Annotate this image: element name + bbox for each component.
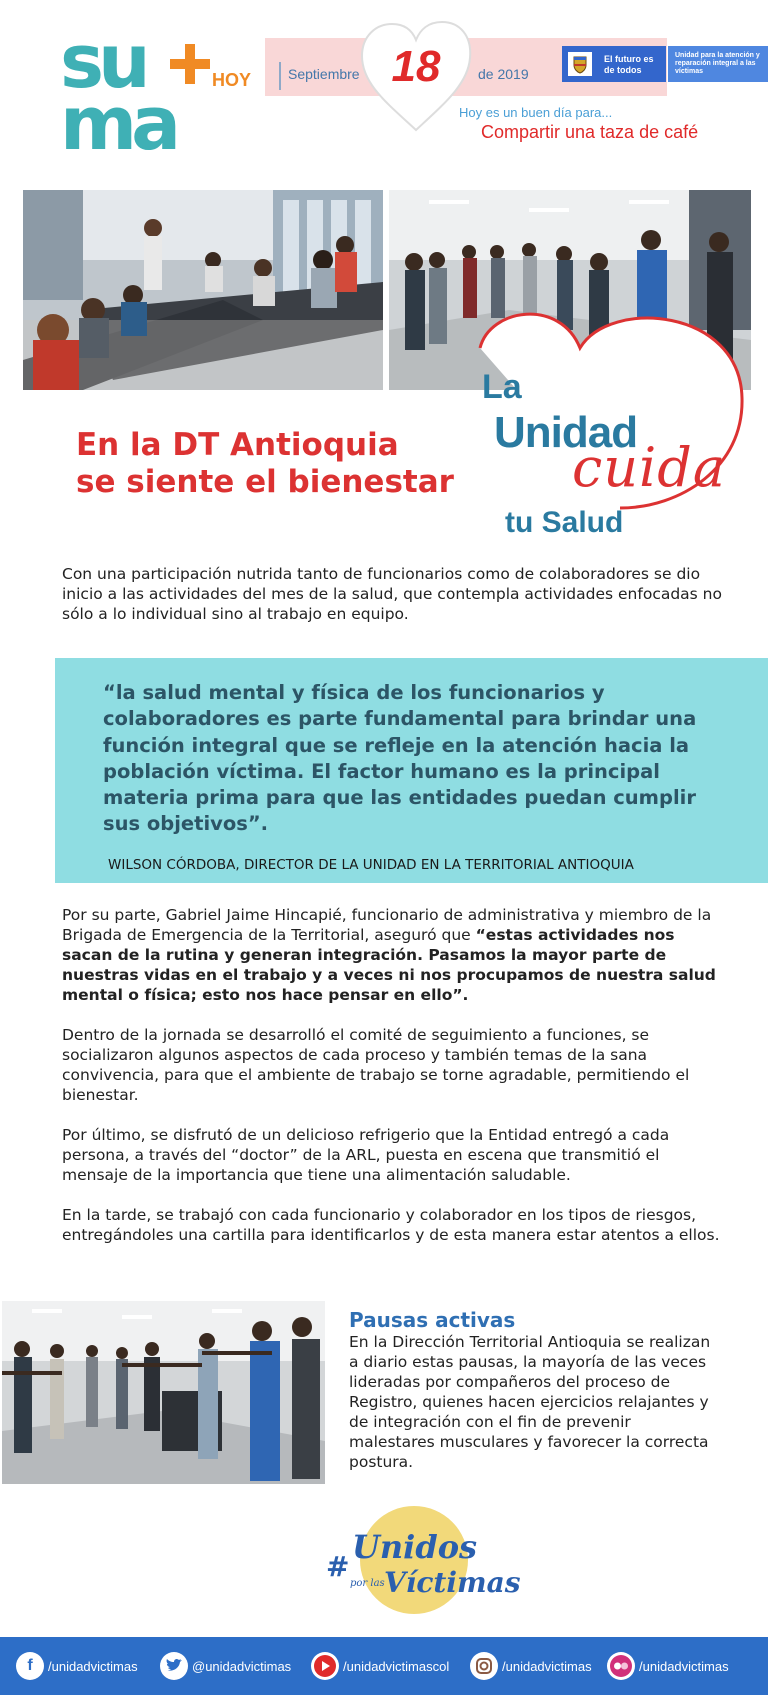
refrigerio-paragraph: Por último, se disfrutó de un delicioso refrigerio que la Entidad entregó a cada persona, a través del “doctor” de la ARL, puesta en escena que transmitió el mensaje de la importancia que tiene una alimentación saludable. (62, 1126, 670, 1184)
instagram-icon (470, 1652, 498, 1680)
facebook-handle: /unidadvictimas (48, 1658, 138, 1674)
flickr-icon (607, 1652, 635, 1680)
unidad-badge (668, 46, 768, 82)
facebook-link[interactable] (16, 1652, 138, 1680)
gov-badge-text: El futuro es de todos (604, 54, 654, 75)
pausas-title: Pausas activas (349, 1308, 516, 1332)
unidos-word: Unidos (352, 1528, 478, 1566)
cuida-logo-cuida: cuida (572, 436, 727, 499)
unidos-hash: # (326, 1550, 350, 1583)
gov-badge (562, 46, 666, 82)
suma-logo-hoy: HOY (212, 70, 252, 90)
social-footer (0, 1637, 768, 1695)
date-divider (279, 62, 281, 90)
gabriel-quote: “estas actividades nos sacan de la rutina y generan integración. Pasamos la mayor parte de nuestras vidas en el trabajo y a veces ni nos procupamos de nuestra salud mental o física; esto nos hace pensar en ello”. (62, 926, 716, 1004)
facebook-icon: f (16, 1652, 44, 1680)
article-title-line1: En la DT Antioquia (76, 427, 399, 463)
unidos-por-las-victimas-logo (322, 1500, 521, 1620)
suma-logo-ma: ma (60, 81, 176, 167)
coat-of-arms-icon (568, 52, 592, 76)
jornada-paragraph: Dentro de la jornada se desarrolló el comité de seguimiento a funciones, se socializaron algunos aspectos de cada proceso y también temas de la sana convivencia, para que el ambiente de trabajo se torne agradable, permitiendo el bienestar. (62, 1026, 690, 1104)
youtube-icon (311, 1652, 339, 1680)
meeting-photo (23, 190, 383, 390)
unidos-por: por las (350, 1578, 385, 1589)
instagram-handle: /unidadvictimas (502, 1658, 592, 1674)
youtube-link[interactable] (311, 1652, 449, 1680)
article-title (76, 427, 454, 501)
youtube-handle: /unidadvictimascol (343, 1658, 450, 1674)
tagline-intro: Hoy es un buen día para... (459, 105, 613, 120)
date-year: de 2019 (478, 66, 529, 82)
cuida-logo-unidad: Unidad (494, 408, 638, 457)
unidad-badge-text: Unidad para la atención y reparación integral a las víctimas (675, 52, 760, 75)
riesgos-paragraph: En la tarde, se trabajó con cada funcionario y colaborador en los tipos de riesgos, entregándoles una cartilla para identificarlos y de esta manera estar atentos a ellos. (62, 1206, 720, 1244)
gabriel-paragraph (62, 905, 722, 1005)
pausas-photo (2, 1301, 325, 1484)
quote-author: WILSON CÓRDOBA, DIRECTOR DE LA UNIDAD EN LA TERRITORIAL ANTIOQUIA (108, 857, 634, 873)
gabriel-lead: Por su parte, Gabriel Jaime Hincapié, funcionario de administrativa y miembro de la Brigada de Emergencia de la Territorial, aseguró que (62, 906, 712, 944)
cuida-logo-la: La (482, 368, 522, 406)
intro-paragraph: Con una participación nutrida tanto de funcionarios como de colaboradores se dio inicio a las actividades del mes de la salud, que contempla actividades enfocadas no sólo a lo individual sino al trabajo en equipo. (62, 565, 722, 623)
flickr-link[interactable] (607, 1652, 729, 1680)
twitter-link[interactable] (160, 1652, 291, 1680)
pausas-paragraph: En la Dirección Territorial Antioquia se realizan a diario estas pausas, la mayoría de las veces lideradas por compañeros del proceso de Registro, quienes hacen ejercicios relajantes y de integración con el fin de prevenir malestares musculares y favorecer la correcta postura. (349, 1333, 711, 1471)
director-quote: “la salud mental y física de los funcionarios y colaboradores es parte fundamental para brindar una función integral que se refleje en la atención hacia la población víctima. El factor humano es la principal materia prima para que las entidades puedan cumplir sus objetivos”. (103, 681, 697, 836)
date-day: 18 (391, 42, 441, 91)
cuida-logo-salud: tu Salud (505, 506, 624, 539)
suma-logo-su: su (60, 19, 145, 105)
flickr-handle: /unidadvictimas (639, 1658, 729, 1674)
date-month: Septiembre (288, 66, 360, 82)
unidos-victimas: Víctimas (384, 1566, 521, 1599)
newsletter-header (0, 0, 768, 175)
tagline-main: Compartir una taza de café (481, 122, 699, 142)
article-title-line2: se siente el bienestar (76, 464, 454, 500)
instagram-link[interactable] (470, 1652, 592, 1680)
twitter-handle: @unidadvictimas (192, 1658, 292, 1674)
plus-icon (170, 44, 210, 84)
twitter-icon (160, 1652, 188, 1680)
